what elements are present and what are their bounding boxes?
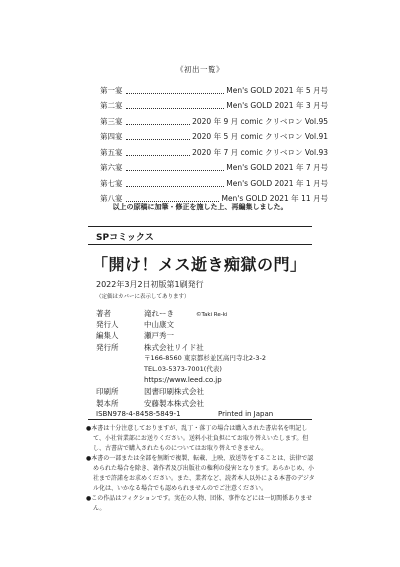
binder-label: 製本所: [96, 398, 119, 408]
colophon-row-printer: [96, 386, 316, 397]
editor-label: 編集人: [96, 331, 119, 341]
disclaimer-copyright: ●本書の一部または全部を無断で複製、転載、上映、放送等をすることは、法律で認められた場合を除き、著作者及び出版社の権利の侵害となります。あらかじめ、小社まで許諾をお求めください。また、業者など、読者本人以外による本書のデジタル化は、いかなる場合でも認められませんのでご注意ください。: [86, 455, 315, 492]
chapter-source: Men's GOLD 2021 年 1 月号: [226, 178, 328, 188]
isbn: ISBN978-4-8458-5849-1: [96, 409, 181, 418]
colophon-row-binder: [96, 398, 316, 409]
list-item: [100, 127, 328, 143]
chapter-source: 2020 年 5 月 comic クリベロン Vol.91: [192, 132, 328, 141]
colophon-row-address: [96, 353, 316, 364]
colophon-row-tel: [96, 364, 316, 375]
dotted-leader: [126, 124, 191, 125]
disclaimer-fiction: ●この作品はフィクションです。実在の人物、団体、事件などには一切関係ありません。: [86, 495, 313, 512]
binder-name: 安藤製本株式会社: [144, 398, 204, 408]
dotted-leader: [126, 186, 225, 187]
colophon-row-editor: [96, 330, 316, 341]
disclaimer-defect: ●本書は十分注意しておりますが、乱丁・落丁の場合は購入された書店名を明記して、小社営業部にお送りください。送料小社負担にてお取り替えいたします。但し、古書店で購入されたものについてはお取り替えできません。: [86, 425, 309, 452]
colophon-row-publisher-person: [96, 319, 316, 330]
author-name: 滝れーき: [144, 309, 174, 318]
divider: [88, 226, 312, 227]
publisher-label: 発行所: [96, 342, 119, 352]
chapter-name: 第三宴: [100, 116, 123, 126]
chapter-name: 第七宴: [100, 178, 123, 188]
list-item: [100, 142, 328, 158]
chapter-source: Men's GOLD 2021 年 7 月号: [226, 163, 328, 172]
first-publication-list: [100, 80, 328, 204]
dotted-leader: [126, 108, 225, 109]
colophon-row-url: [96, 375, 316, 386]
dotted-leader: [126, 155, 191, 156]
price-note: （定価はカバーに表示してあります）: [96, 294, 190, 300]
chapter-source: 2020 年 7 月 comic クリベロン Vol.93: [192, 147, 328, 157]
publisher-person-name: 中山康文: [144, 320, 174, 330]
divider: [88, 244, 312, 245]
printer-name: 図書印刷株式会社: [144, 387, 204, 397]
publisher-name: 株式会社リイド社: [144, 342, 204, 352]
chapter-source: Men's GOLD 2021 年 5 月号: [226, 85, 328, 95]
chapter-name: 第二宴: [100, 101, 123, 110]
publisher-tel: TEL.03-5373-7001(代表): [144, 364, 222, 373]
disclaimer-block: [86, 424, 318, 514]
chapter-name: 第八宴: [100, 194, 123, 203]
list-item: [100, 111, 328, 127]
dotted-leader: [126, 93, 225, 94]
author-label: 著者: [96, 309, 111, 318]
printer-label: 印刷所: [96, 387, 119, 397]
reedit-note: 以上の原稿に加筆・修正を施した上、再編集しました。: [112, 203, 288, 211]
editor-name: 瀬戸秀一: [144, 331, 174, 341]
first-publication-heading: 《初出一覧》: [176, 65, 224, 74]
colophon-row-author: [96, 308, 316, 319]
edition-date: 2022年3月2日初版第1刷発行: [96, 280, 204, 289]
copyright-mark: ©Taki Re-ki: [196, 312, 228, 318]
chapter-name: 第四宴: [100, 132, 123, 141]
dotted-leader: [126, 170, 225, 171]
printed-in: Printed in Japan: [218, 409, 274, 418]
chapter-name: 第五宴: [100, 147, 123, 157]
book-title: 「開け！メス逝き痴獄の門」: [92, 255, 307, 274]
chapter-name: 第一宴: [100, 85, 123, 95]
colophon-row-publisher: [96, 342, 316, 353]
list-item: [100, 80, 328, 96]
chapter-source: Men's GOLD 2021 年 3 月号: [226, 101, 328, 110]
divider: [88, 419, 312, 420]
colophon-table: [96, 308, 316, 420]
publisher-person-label: 発行人: [96, 320, 119, 330]
list-item: [100, 96, 328, 112]
chapter-source: 2020 年 9 月 comic クリベロン Vol.95: [192, 116, 328, 126]
chapter-source: Men's GOLD 2021 年 11 月号: [221, 194, 328, 203]
publisher-url[interactable]: https://www.leed.co.jp: [144, 376, 222, 385]
chapter-name: 第六宴: [100, 163, 123, 172]
imprint-label: SPコミックス: [96, 233, 154, 243]
list-item: [100, 173, 328, 189]
list-item: [100, 158, 328, 174]
publisher-address: 〒166-8560 東京都杉並区高円寺北2-3-2: [144, 353, 266, 362]
dotted-leader: [126, 139, 191, 140]
